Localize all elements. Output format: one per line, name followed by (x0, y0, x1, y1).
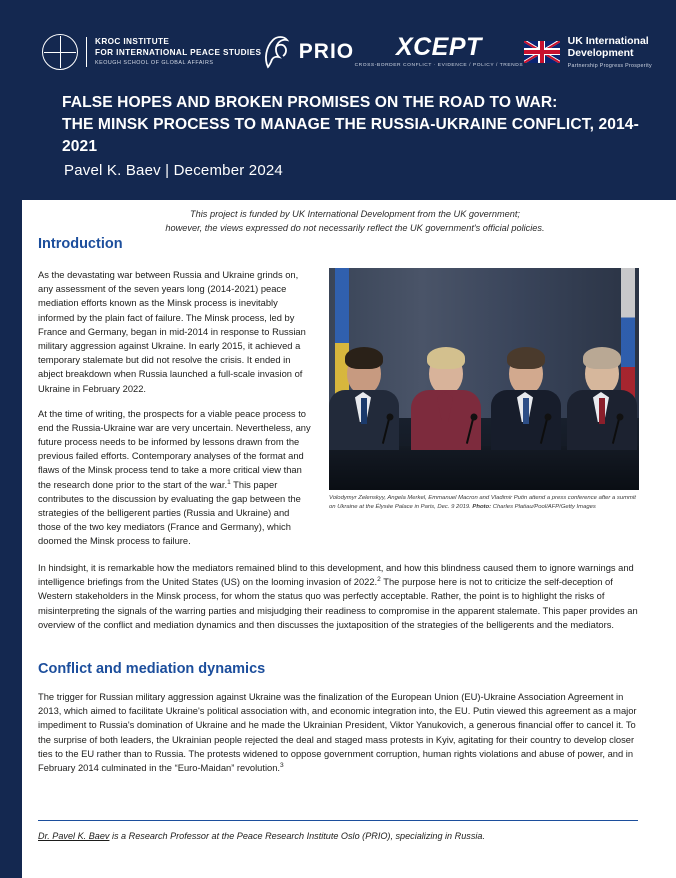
kroc-logo-line1: KROC INSTITUTE (95, 37, 170, 47)
prio-logo (262, 35, 354, 69)
prio-wordmark: PRIO (298, 40, 355, 63)
conflict-paragraph-1-text: The trigger for Russian military aggression against Ukraine was the finalization of the European Union (EU)-Ukraine Association Agreement in 2013, which aimed to facilitate Ukraine's political association with, and economic integration into, the EU. Putin viewed this agreement as a major impediment to Russia's domination of Ukraine and he made the Ukrainian President, Viktor Yanukovich, a generous financial offer to cancel it. To the surprise of both leaders, the Ukrainian people rejected the deal and staged mass protests in Kyiv, agitating for their country to develop closer ties to the EU rather than to Russia. The protests widened to oppose government corruption, human rights violations and abuse of power, and in February 2014 culminated in the “Euro-Maidan” revolution. (38, 692, 637, 773)
document-header (22, 0, 676, 200)
ukaid-line3: Partnership Progress Prosperity (567, 62, 652, 69)
footer-divider (38, 820, 638, 821)
title-line-1: FALSE HOPES AND BROKEN PROMISES ON THE ROAD TO WAR: (62, 94, 558, 111)
funding-note-line1: This project is funded by UK International Development from the UK government; (190, 209, 520, 219)
figure-press-conference (329, 268, 639, 512)
author-footnote (38, 831, 638, 841)
intro-paragraph-2-text-a: At the time of writing, the prospects for a viable peace process to end the Russia-Ukraine war are very uncertain. Nevertheless, any future process needs to be informed by lessons drawn from the previous failed efforts. Contemporary analyses of the format and flaws of the Minsk process tend to take a more critical view than the research done prior to the start of the war. (38, 408, 311, 490)
figure-caption-text: Volodymyr Zelenskyy, Angela Merkel, Emmanuel Macron and Vladimir Putin attend a press conference after a summit on Ukraine at the Élysée Palace in Paris, Dec. 9 2019. (329, 495, 636, 510)
funding-note (120, 207, 590, 236)
figure-credit: Charles Platiau/Pool/AFP/Getty Images (491, 503, 596, 510)
kroc-logo-line2: FOR INTERNATIONAL PEACE STUDIES (95, 47, 262, 57)
xcept-logo (355, 35, 524, 69)
prio-mark-icon (262, 35, 292, 69)
footnote-ref-3[interactable]: 3 (280, 761, 284, 769)
intro-paragraph-2-text-b: This paper contributes to the discussion by evaluating the gap between the strategies of the belligerent parties (Russia and Ukraine) and those of the two key mediators (France and Germany), which doomed the Minsk process to failure. (38, 479, 301, 547)
title-line-2: THE MINSK PROCESS TO MANAGE THE RUSSIA-UKRAINE CONFLICT, 2014-2021 (62, 116, 639, 156)
kroc-institute-logo (42, 34, 261, 70)
kroc-logo-line3: KEOUGH SCHOOL OF GLOBAL AFFAIRS (95, 59, 214, 66)
footnote-ref-2[interactable]: 2 (377, 576, 381, 584)
figure-caption (329, 494, 639, 512)
uk-international-development-logo (524, 35, 652, 68)
intro-paragraph-1: As the devastating war between Russia and Ukraine grinds on, any assessment of the seven years long (2014-2021) peace mediation efforts known as the Minsk process is inevitably informed by the plain fact of failure. The Minsk process, led by France and Germany, began in mid-2014 in response to Russian military aggression against Ukraine. In early 2015, it achieved a temporary stalemate but did not resolve the crisis. It ended in abject breakdown when Russia launched a full-scale invasion of Ukraine in February 2022. (38, 270, 306, 394)
footnote-ref-1[interactable]: 1 (227, 478, 231, 486)
logo-row (42, 26, 652, 78)
figure-credit-label: Photo: (472, 503, 492, 510)
xcept-wordmark: XCEPT (395, 33, 482, 62)
introduction-heading-wrap (38, 236, 638, 265)
funding-note-line2: however, the views expressed do not necessarily reflect the UK government's official policies. (165, 223, 545, 234)
xcept-tagline: CROSS-BORDER CONFLICT · EVIDENCE / POLICY / TRENDS (354, 63, 524, 69)
union-jack-icon (524, 41, 560, 63)
intro-paragraph-3-text-b: The purpose here is not to criticize the self-deception of Western stakeholders in the Minsk process, for whom the status quo was perfectly acceptable. Rather, the point is to highlight the risks of misinterpreting the signals of the warring parties and misjudging their readiness to compromise in the apparent stalemate. This paper provides an overview of the conflict and mediation dynamics and then discusses the juxtaposition of the strategies of the belligerents and the mediators. (38, 577, 638, 630)
conflict-paragraph-1 (38, 690, 638, 775)
conflict-section (38, 661, 638, 786)
intro-paragraph-3-text-a: In hindsight, it is remarkable how the mediators remained blind to this development, and how this blindness caused them to ignore warnings and intelligence briefings from the United States (US) on the looming invasion of 2022. (38, 563, 634, 588)
heading-conflict-and-mediation: Conflict and mediation dynamics (38, 661, 266, 677)
page-spine (0, 0, 22, 878)
author-byline: Pavel K. Baev | December 2024 (64, 162, 283, 179)
ukaid-line1: UK International (567, 35, 649, 48)
figure-image (329, 268, 639, 490)
ukaid-line2: Development (567, 47, 634, 60)
globe-icon (42, 34, 78, 70)
intro-left-column (38, 268, 314, 560)
intro-paragraph-3 (38, 561, 638, 632)
author-bio: is a Research Professor at the Peace Research Institute Oslo (PRIO), specializing in Russia. (109, 831, 485, 841)
page-title (62, 92, 662, 158)
author-link[interactable]: Dr. Pavel K. Baev (38, 831, 110, 841)
heading-introduction: Introduction (38, 236, 123, 252)
intro-full-width (38, 525, 638, 643)
